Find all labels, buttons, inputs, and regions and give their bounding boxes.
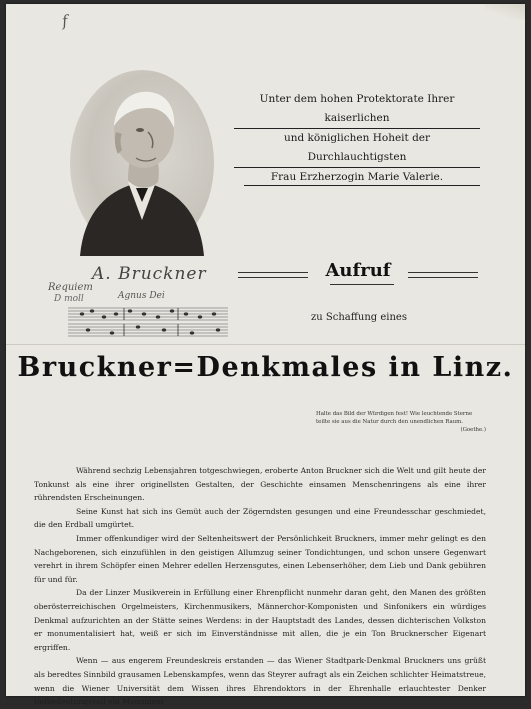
paragraph-3: Immer offenkundiger wird der Seltenheitswert der Persönlichkeit Bruckners, immer mehr gelingt es den Nachgeborenen, sich einzufühlen in den geistigen Allumzug seiner Tondichtungen, und schon unsere Gegenwart verehrt in ihrem Schöpfer einen Mehrer edellen Herzensgutes, einen Lebenserhöher, dem Lieb und Dank gebühren für und für.: [34, 533, 486, 584]
pencil-annotation: f: [60, 11, 69, 31]
patronage-block: [234, 90, 480, 187]
folded-corner: [485, 4, 525, 20]
paragraph-5: Wenn — aus engerem Freundeskreis erstanden — das Wiener Stadtpark-Denkmal Bruckners uns grüßt als beredtes Sinnbild grausamen Lebenskampfes, wenn das Steyrer aufragt als ein Zeichen schlichter Heimatstreue, wenn die Wiener Universität dem Wissen ihres Ehrendoktors in der Ehrenhalle erlauchtester Denker tiefbedeutungsvoll ein Monument: [34, 656, 486, 707]
paragraph-1: Während sechzig Lebensjahren totgeschwiegen, eroberte Anton Bruckner sich die Welt und gilt heute der Tonkunst als eine ihrer originellsten Gestalten, der Geschichte einsamen Menschenringens als eine ihrer rührendsten Erscheinungen.: [34, 466, 486, 503]
portrait-illustration: [70, 70, 214, 256]
paragraph-2: Seine Kunst hat sich ins Gemüt auch der Zögerndsten gesungen und eine Freundesschar geschmiedet, die den Erdball umgürtet.: [34, 506, 486, 530]
paragraph-4: Da der Linzer Musikverein in Erfüllung einer Ehrenpflicht nunmehr daran geht, den Manen des größten oberösterreichischen Orgelmeisters, Kirchenmusikers, Männerchor-Komponisten und Sinfonikers ein würdiges Denkmal aufzurichten an der Stätte seines Werdens: in der Hauptstadt des Landes, dessen dichterischen Volkston er monumentalisiert hat, weiß er sich im Einverständnisse mit allen, die je ein Ton Brucknerscher Eigenart ergriffen.: [34, 588, 486, 652]
patronage-line-2: und königlichen Hoheit der Durchlauchtigsten: [234, 129, 480, 168]
aufruf-heading: Aufruf: [325, 260, 391, 281]
body-text: [34, 464, 486, 709]
patronage-line-1: Unter dem hohen Protektorate Ihrer kaiserlichen: [234, 90, 480, 129]
goethe-quote: [316, 410, 486, 434]
agnus-label: Agnus Dei: [118, 291, 165, 301]
document-sheet: [6, 4, 525, 707]
quote-text: Halte das Bild der Würdigen fest! Wie leuchtende Sterne teilte sie aus die Natur durch den unendlichen Raum.: [316, 411, 473, 425]
music-staff: [68, 304, 228, 336]
quote-author: (Goethe.): [460, 427, 486, 433]
aufruf-heading-block: [238, 260, 478, 290]
signature: A. Bruckner: [92, 264, 207, 284]
main-title: Bruckner=Denkmales in Linz.: [17, 352, 514, 383]
subtitle: zu Schaffung eines: [311, 312, 407, 323]
aufruf-underline: [330, 284, 394, 285]
requiem-label: Requiem: [48, 282, 93, 293]
music-manuscript: [48, 280, 228, 338]
separator-rule: [244, 185, 480, 186]
patronage-line-3: Frau Erzherzogin Marie Valerie.: [270, 171, 444, 183]
bruckner-portrait: [70, 70, 214, 256]
ornament-right: [408, 272, 478, 278]
fold-line: [6, 344, 525, 345]
requiem-key: D moll: [54, 294, 84, 304]
